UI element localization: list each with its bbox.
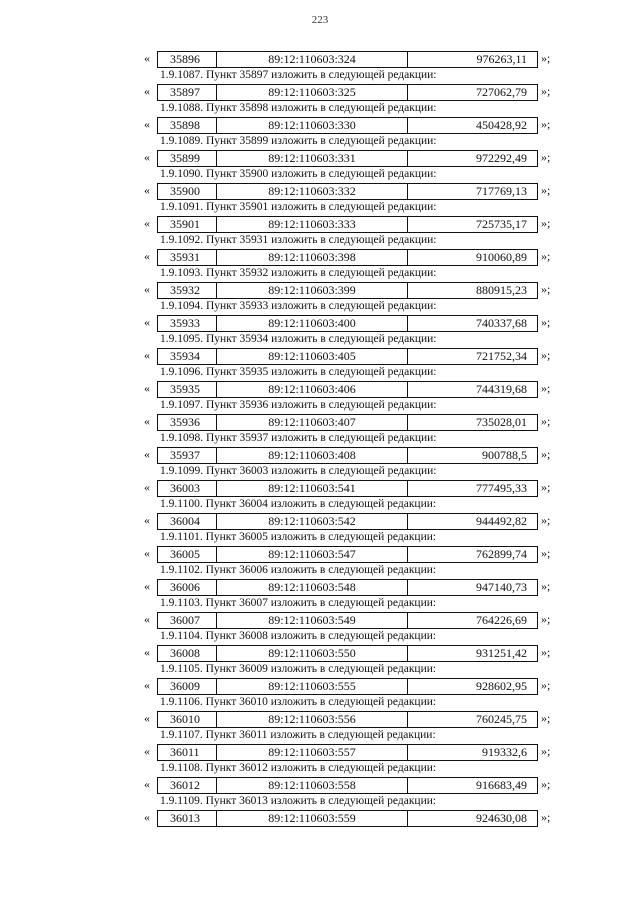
- amendment-text: 1.9.1096. Пункт 35935 изложить в следующей редакции:: [160, 366, 437, 378]
- table-row: [0, 279, 640, 301]
- closing-quote: »;: [541, 777, 551, 791]
- cadastral-number-cell: 89:12:110603:558: [217, 778, 408, 793]
- opening-quote: «: [144, 150, 150, 164]
- amendment-paragraph: [0, 367, 640, 378]
- opening-quote: «: [144, 711, 150, 725]
- closing-quote: »;: [541, 381, 551, 395]
- item-number-cell: 35931: [158, 250, 217, 265]
- item-number-cell: 36010: [158, 712, 217, 727]
- closing-quote: »;: [541, 546, 551, 560]
- opening-quote: «: [144, 678, 150, 692]
- item-number-cell: 35933: [158, 316, 217, 331]
- item-number-cell: 35897: [158, 85, 217, 100]
- opening-quote: «: [144, 645, 150, 659]
- closing-quote: »;: [541, 150, 551, 164]
- cadastral-value-cell: 919332,6: [482, 745, 527, 759]
- amendment-paragraph: [0, 235, 640, 246]
- cadastral-number-cell: 89:12:110603:550: [217, 646, 408, 661]
- cadastral-number-cell: 89:12:110603:333: [217, 217, 408, 232]
- amendment-text: 1.9.1105. Пункт 36009 изложить в следующей редакции:: [160, 663, 437, 675]
- amendment-text: 1.9.1098. Пункт 35937 изложить в следующей редакции:: [160, 432, 437, 444]
- amendment-text: 1.9.1093. Пункт 35932 изложить в следующей редакции:: [160, 267, 437, 279]
- amendment-paragraph: [0, 334, 640, 345]
- cadastral-number-cell: 89:12:110603:542: [217, 514, 408, 529]
- table-row: [0, 444, 640, 466]
- opening-quote: «: [144, 777, 150, 791]
- document-body: [0, 48, 640, 829]
- amendment-paragraph: [0, 631, 640, 642]
- entry-table: [157, 381, 538, 398]
- cadastral-value-cell: 880915,23: [476, 283, 527, 297]
- opening-quote: «: [144, 381, 150, 395]
- item-number-cell: 36008: [158, 646, 217, 661]
- entry-table: [157, 480, 538, 497]
- item-number-cell: 36011: [158, 745, 217, 760]
- closing-quote: »;: [541, 216, 551, 230]
- entry-table: [157, 777, 538, 794]
- item-number-cell: 35932: [158, 283, 217, 298]
- cadastral-number-cell: 89:12:110603:547: [217, 547, 408, 562]
- table-row: [0, 312, 640, 334]
- closing-quote: »;: [541, 579, 551, 593]
- closing-quote: »;: [541, 51, 551, 65]
- table-row: [0, 114, 640, 136]
- cadastral-value-cell: 725735,17: [476, 217, 527, 231]
- cadastral-number-cell: 89:12:110603:324: [217, 52, 408, 67]
- item-number-cell: 36003: [158, 481, 217, 496]
- closing-quote: »;: [541, 612, 551, 626]
- opening-quote: «: [144, 315, 150, 329]
- cadastral-value-cell: 777495,33: [476, 481, 527, 495]
- table-row: [0, 807, 640, 829]
- entry-table: [157, 117, 538, 134]
- cadastral-number-cell: 89:12:110603:555: [217, 679, 408, 694]
- entry-table: [157, 612, 538, 629]
- entry-table: [157, 84, 538, 101]
- item-number-cell: 36012: [158, 778, 217, 793]
- amendment-text: 1.9.1099. Пункт 36003 изложить в следующей редакции:: [160, 465, 437, 477]
- entry-table: [157, 678, 538, 695]
- table-row: [0, 741, 640, 763]
- cadastral-value-cell: 947140,73: [476, 580, 527, 594]
- table-row: [0, 510, 640, 532]
- closing-quote: »;: [541, 84, 551, 98]
- cadastral-value-cell: 976263,11: [476, 52, 527, 66]
- item-number-cell: 36007: [158, 613, 217, 628]
- item-number-cell: 35901: [158, 217, 217, 232]
- item-number-cell: 35936: [158, 415, 217, 430]
- table-row: [0, 609, 640, 631]
- table-row: [0, 543, 640, 565]
- amendment-paragraph: [0, 796, 640, 807]
- opening-quote: «: [144, 84, 150, 98]
- entry-table: [157, 546, 538, 563]
- amendment-paragraph: [0, 532, 640, 543]
- closing-quote: »;: [541, 315, 551, 329]
- cadastral-number-cell: 89:12:110603:407: [217, 415, 408, 430]
- opening-quote: «: [144, 216, 150, 230]
- table-row: [0, 411, 640, 433]
- closing-quote: »;: [541, 249, 551, 263]
- item-number-cell: 35896: [158, 52, 217, 67]
- amendment-text: 1.9.1107. Пункт 36011 изложить в следующей редакции:: [160, 729, 436, 741]
- closing-quote: »;: [541, 117, 551, 131]
- closing-quote: »;: [541, 744, 551, 758]
- amendment-paragraph: [0, 268, 640, 279]
- table-row: [0, 576, 640, 598]
- table-row: [0, 147, 640, 169]
- amendment-paragraph: [0, 730, 640, 741]
- item-number-cell: 35900: [158, 184, 217, 199]
- entry-table: [157, 183, 538, 200]
- table-row: [0, 708, 640, 730]
- cadastral-number-cell: 89:12:110603:406: [217, 382, 408, 397]
- amendment-text: 1.9.1104. Пункт 36008 изложить в следующей редакции:: [160, 630, 437, 642]
- cadastral-number-cell: 89:12:110603:325: [217, 85, 408, 100]
- table-row: [0, 180, 640, 202]
- amendment-paragraph: [0, 598, 640, 609]
- amendment-paragraph: [0, 433, 640, 444]
- table-row: [0, 642, 640, 664]
- opening-quote: «: [144, 546, 150, 560]
- cadastral-number-cell: 89:12:110603:400: [217, 316, 408, 331]
- amendment-text: 1.9.1103. Пункт 36007 изложить в следующей редакции:: [160, 597, 437, 609]
- item-number-cell: 36005: [158, 547, 217, 562]
- item-number-cell: 35937: [158, 448, 217, 463]
- closing-quote: »;: [541, 414, 551, 428]
- entry-table: [157, 315, 538, 332]
- amendment-text: 1.9.1108. Пункт 36012 изложить в следующей редакции:: [160, 762, 437, 774]
- entry-table: [157, 744, 538, 761]
- cadastral-number-cell: 89:12:110603:330: [217, 118, 408, 133]
- table-row: [0, 477, 640, 499]
- closing-quote: »;: [541, 447, 551, 461]
- cadastral-value-cell: 717769,13: [476, 184, 527, 198]
- amendment-text: 1.9.1095. Пункт 35934 изложить в следующей редакции:: [160, 333, 437, 345]
- closing-quote: »;: [541, 513, 551, 527]
- cadastral-number-cell: 89:12:110603:398: [217, 250, 408, 265]
- amendment-text: 1.9.1100. Пункт 36004 изложить в следующей редакции:: [160, 498, 437, 510]
- table-row: [0, 774, 640, 796]
- amendment-text: 1.9.1097. Пункт 35936 изложить в следующей редакции:: [160, 399, 437, 411]
- amendment-text: 1.9.1102. Пункт 36006 изложить в следующей редакции:: [160, 564, 437, 576]
- amendment-text: 1.9.1088. Пункт 35898 изложить в следующей редакции:: [160, 102, 437, 114]
- cadastral-number-cell: 89:12:110603:405: [217, 349, 408, 364]
- amendment-paragraph: [0, 70, 640, 81]
- opening-quote: «: [144, 612, 150, 626]
- item-number-cell: 36013: [158, 811, 217, 826]
- cadastral-value-cell: 735028,01: [476, 415, 527, 429]
- opening-quote: «: [144, 117, 150, 131]
- cadastral-value-cell: 916683,49: [476, 778, 527, 792]
- closing-quote: »;: [541, 282, 551, 296]
- item-number-cell: 36006: [158, 580, 217, 595]
- amendment-paragraph: [0, 103, 640, 114]
- closing-quote: »;: [541, 183, 551, 197]
- amendment-paragraph: [0, 202, 640, 213]
- amendment-paragraph: [0, 301, 640, 312]
- cadastral-number-cell: 89:12:110603:399: [217, 283, 408, 298]
- amendment-text: 1.9.1109. Пункт 36013 изложить в следующей редакции:: [160, 795, 437, 807]
- cadastral-number-cell: 89:12:110603:556: [217, 712, 408, 727]
- entry-table: [157, 348, 538, 365]
- amendment-paragraph: [0, 169, 640, 180]
- opening-quote: «: [144, 183, 150, 197]
- cadastral-value-cell: 740337,68: [476, 316, 527, 330]
- opening-quote: «: [144, 282, 150, 296]
- table-row: [0, 48, 640, 70]
- opening-quote: «: [144, 513, 150, 527]
- amendment-text: 1.9.1101. Пункт 36005 изложить в следующей редакции:: [160, 531, 437, 543]
- cadastral-number-cell: 89:12:110603:557: [217, 745, 408, 760]
- cadastral-number-cell: 89:12:110603:541: [217, 481, 408, 496]
- cadastral-value-cell: 924630,08: [476, 811, 527, 825]
- cadastral-value-cell: 910060,89: [476, 250, 527, 264]
- cadastral-value-cell: 450428,92: [476, 118, 527, 132]
- amendment-text: 1.9.1089. Пункт 35899 изложить в следующей редакции:: [160, 135, 437, 147]
- entry-table: [157, 216, 538, 233]
- closing-quote: »;: [541, 645, 551, 659]
- item-number-cell: 35935: [158, 382, 217, 397]
- page-number: 223: [311, 14, 329, 26]
- cadastral-value-cell: 721752,34: [476, 349, 527, 363]
- cadastral-value-cell: 764226,69: [476, 613, 527, 627]
- cadastral-number-cell: 89:12:110603:331: [217, 151, 408, 166]
- cadastral-number-cell: 89:12:110603:408: [217, 448, 408, 463]
- opening-quote: «: [144, 447, 150, 461]
- cadastral-number-cell: 89:12:110603:559: [217, 811, 408, 826]
- entry-table: [157, 51, 538, 68]
- amendment-paragraph: [0, 466, 640, 477]
- entry-table: [157, 447, 538, 464]
- entry-table: [157, 711, 538, 728]
- opening-quote: «: [144, 51, 150, 65]
- closing-quote: »;: [541, 480, 551, 494]
- closing-quote: »;: [541, 678, 551, 692]
- closing-quote: »;: [541, 348, 551, 362]
- table-row: [0, 246, 640, 268]
- table-row: [0, 213, 640, 235]
- closing-quote: »;: [541, 810, 551, 824]
- opening-quote: «: [144, 480, 150, 494]
- entry-table: [157, 249, 538, 266]
- amendment-paragraph: [0, 763, 640, 774]
- amendment-paragraph: [0, 697, 640, 708]
- table-row: [0, 378, 640, 400]
- entry-table: [157, 513, 538, 530]
- item-number-cell: 35934: [158, 349, 217, 364]
- cadastral-number-cell: 89:12:110603:549: [217, 613, 408, 628]
- entry-table: [157, 579, 538, 596]
- item-number-cell: 36009: [158, 679, 217, 694]
- cadastral-value-cell: 760245,75: [476, 712, 527, 726]
- item-number-cell: 36004: [158, 514, 217, 529]
- table-row: [0, 675, 640, 697]
- amendment-paragraph: [0, 565, 640, 576]
- amendment-text: 1.9.1091. Пункт 35901 изложить в следующей редакции:: [160, 201, 437, 213]
- cadastral-value-cell: 727062,79: [476, 85, 527, 99]
- amendment-text: 1.9.1106. Пункт 36010 изложить в следующей редакции:: [160, 696, 437, 708]
- cadastral-number-cell: 89:12:110603:548: [217, 580, 408, 595]
- amendment-text: 1.9.1092. Пункт 35931 изложить в следующей редакции:: [160, 234, 437, 246]
- entry-table: [157, 414, 538, 431]
- entry-table: [157, 810, 538, 827]
- amendment-text: 1.9.1087. Пункт 35897 изложить в следующей редакции:: [160, 69, 437, 81]
- closing-quote: »;: [541, 711, 551, 725]
- cadastral-value-cell: 972292,49: [476, 151, 527, 165]
- entry-table: [157, 645, 538, 662]
- opening-quote: «: [144, 810, 150, 824]
- item-number-cell: 35898: [158, 118, 217, 133]
- amendment-text: 1.9.1090. Пункт 35900 изложить в следующей редакции:: [160, 168, 437, 180]
- table-row: [0, 81, 640, 103]
- opening-quote: «: [144, 579, 150, 593]
- opening-quote: «: [144, 414, 150, 428]
- table-row: [0, 345, 640, 367]
- cadastral-value-cell: 900788,5: [482, 448, 527, 462]
- opening-quote: «: [144, 348, 150, 362]
- item-number-cell: 35899: [158, 151, 217, 166]
- cadastral-value-cell: 928602,95: [476, 679, 527, 693]
- cadastral-number-cell: 89:12:110603:332: [217, 184, 408, 199]
- opening-quote: «: [144, 249, 150, 263]
- cadastral-value-cell: 944492,82: [476, 514, 527, 528]
- cadastral-value-cell: 744319,68: [476, 382, 527, 396]
- cadastral-value-cell: 931251,42: [476, 646, 527, 660]
- amendment-paragraph: [0, 664, 640, 675]
- amendment-text: 1.9.1094. Пункт 35933 изложить в следующей редакции:: [160, 300, 437, 312]
- amendment-paragraph: [0, 400, 640, 411]
- entry-table: [157, 150, 538, 167]
- amendment-paragraph: [0, 136, 640, 147]
- entry-table: [157, 282, 538, 299]
- opening-quote: «: [144, 744, 150, 758]
- amendment-paragraph: [0, 499, 640, 510]
- cadastral-value-cell: 762899,74: [476, 547, 527, 561]
